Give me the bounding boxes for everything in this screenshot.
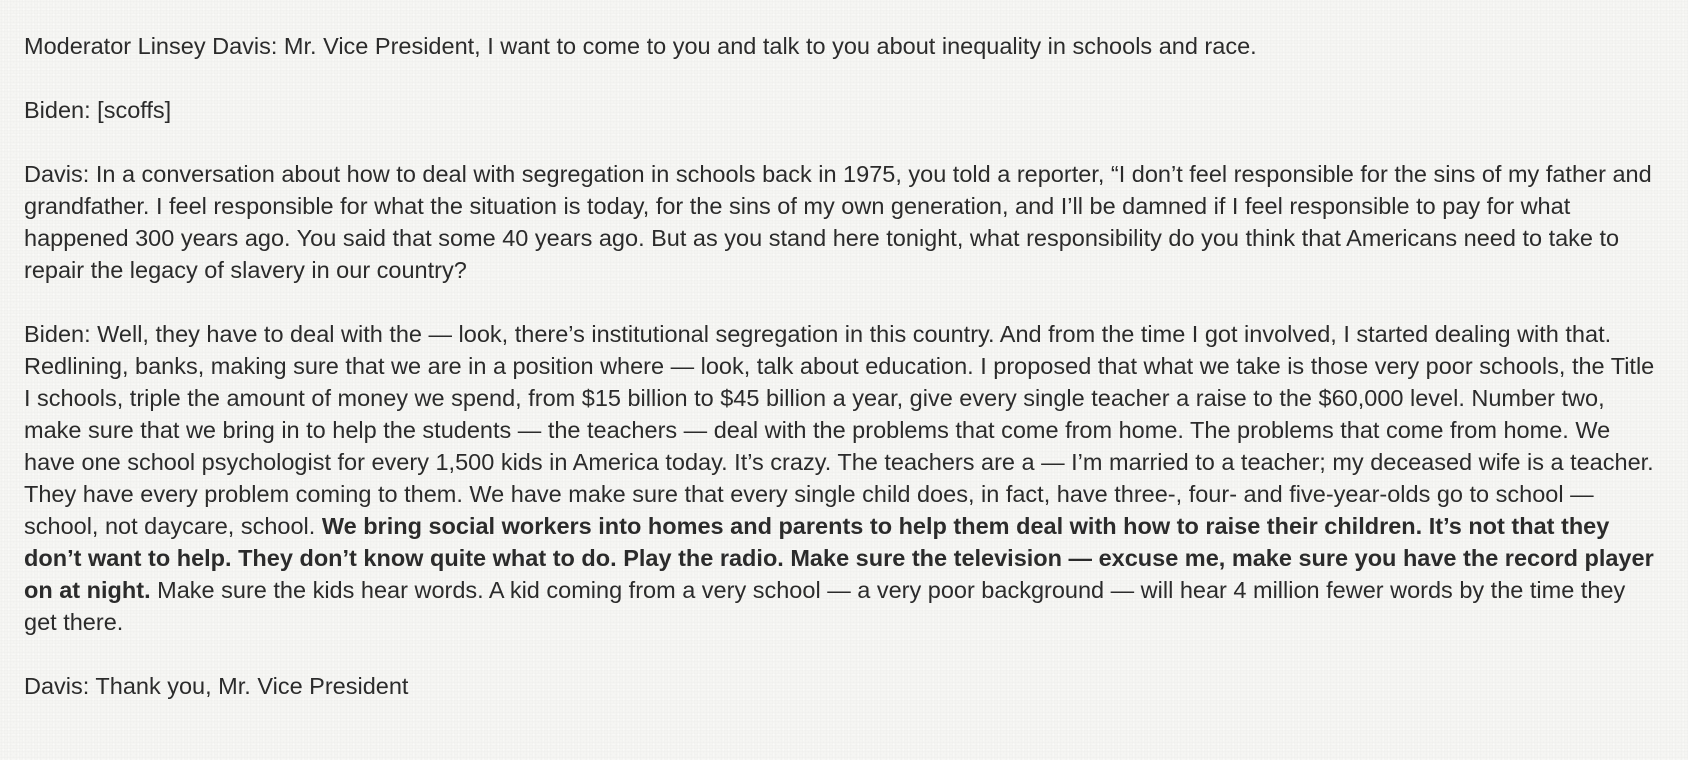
moderator-question-intro: Moderator Linsey Davis: Mr. Vice President, I want to come to you and talk to you about inequality in schools and race. <box>24 33 1257 59</box>
biden-answer <box>24 318 1664 638</box>
biden-answer-text: Biden: Well, they have to deal with the — look, there’s institutional segregation in this country. And from the time I got involved, I started dealing with that. Redlining, banks, making sure that we are in a position where — look, talk about education. I proposed that what we take is those very poor schools, the Title I schools, triple the amount of money we spend, from $15 billion to $45 billion a year, give every single teacher a raise to the $60,000 level. Number two, make sure that we bring in to help the students — the teachers — deal with the problems that come from home. The problems that come from home. We have one school psychologist for every 1,500 kids in America today. It’s crazy. The teachers are a — I’m married to a teacher; my deceased wife is a teacher. They have every problem coming to them. We have make sure that every single child does, in fact, have three-, four- and five-year-olds go to school — school, not daycare, school. <box>24 321 1655 539</box>
biden-answer-bold-text: We bring social workers into homes and parents to help them deal with how to raise their children. It’s not that they don’t want to help. They don’t know quite what to do. Play the radio. Make sure the television — excuse me, make sure you have the record player on at night. <box>24 513 1654 603</box>
davis-thank-you: Davis: Thank you, Mr. Vice President <box>24 673 409 699</box>
davis-question: Davis: In a conversation about how to deal with segregation in schools back in 1975, you told a reporter, “I don’t feel responsible for the sins of my father and grandfather. I feel responsible for what the situation is today, for the sins of my own generation, and I’ll be damned if I feel responsible to pay for what happened 300 years ago. You said that some 40 years ago. But as you stand here tonight, what responsibility do you think that Americans need to take to repair the legacy of slavery in our country? <box>24 161 1652 283</box>
biden-scoffs-line: Biden: [scoffs] <box>24 97 172 123</box>
biden-answer-closing-text: Make sure the kids hear words. A kid coming from a very school — a very poor background — will hear 4 million fewer words by the time they get there. <box>24 577 1626 635</box>
transcript <box>24 30 1664 702</box>
